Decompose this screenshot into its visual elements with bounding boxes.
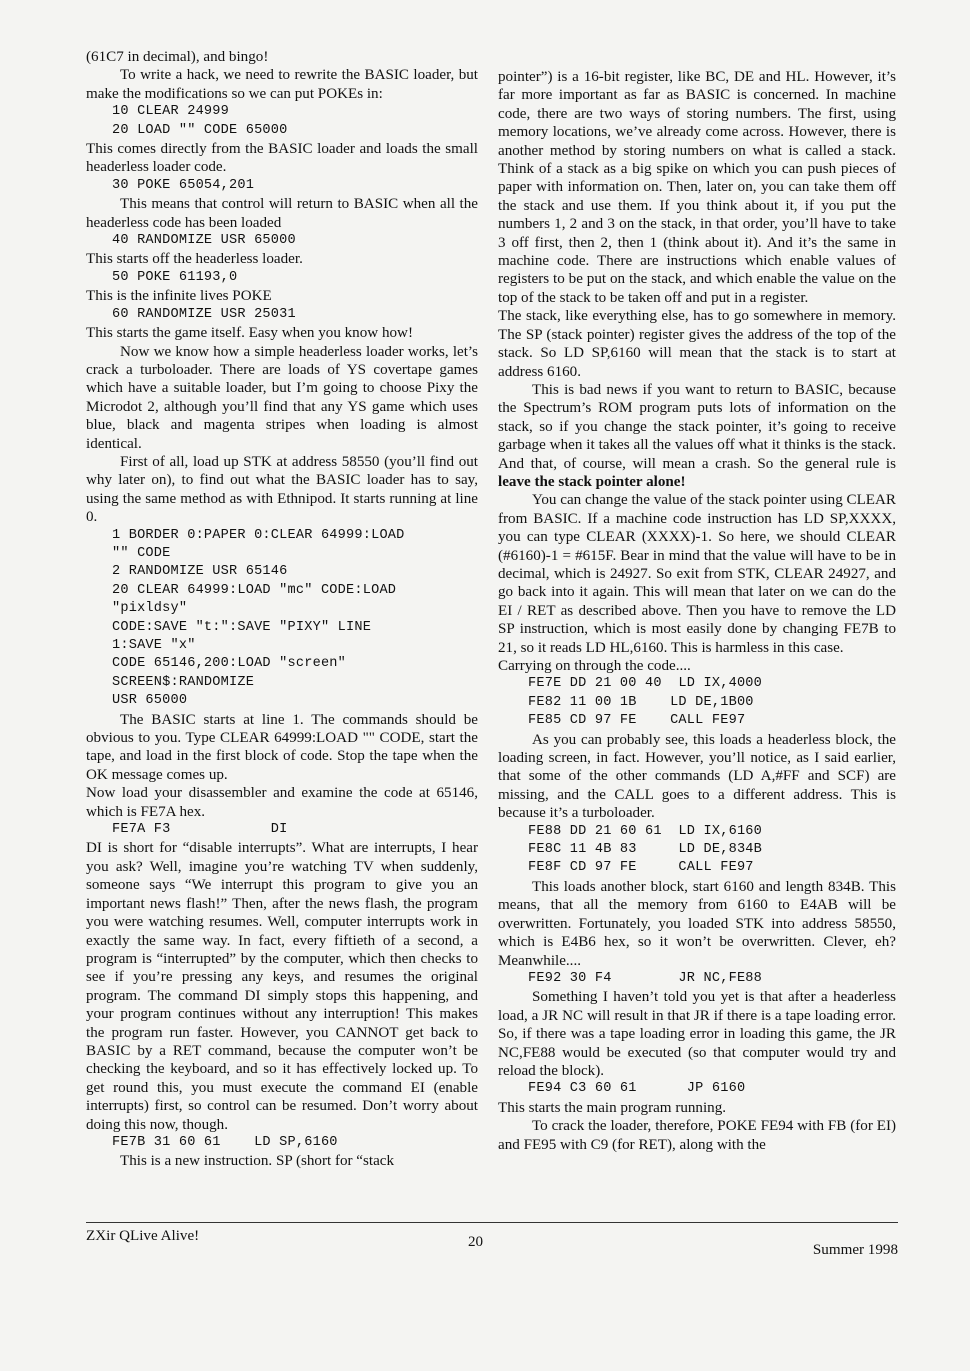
code-line	[498, 1080, 896, 1098]
text: Something I haven’t told you yet is that after a headerless load, a JR NC will result in that JR if there is a tape loading error. So, if there was a tape loading error in loading this game, the JR NC,FE88 would be executed (so that computer would try and reload the block).	[498, 989, 896, 1079]
text: This loads another block, start 6160 and length 834B. This means, that all the memory from 6160 to E4AB will be overwritten. Fortunately, you loaded STK into address 58550, which is E4B6 hex, so it won’t be overwritten. Clever, eh? Meanwhile....	[498, 878, 896, 969]
text: First of all, load up STK at address 58550 (you’ll find out why later on), to find out what the BASIC loader has to say, using the same method as with Ethnipod. It starts running at line 0.	[86, 453, 478, 526]
text: Now load your disassembler and examine the code at 65146, which is FE7A hex.	[86, 785, 478, 820]
text: 2 RANDOMIZE USR 65146	[112, 564, 288, 580]
code-line	[86, 177, 478, 195]
text: 20 CLEAR 64999:LOAD "mc" CODE:LOAD "pixldsy"	[112, 582, 397, 617]
text: The BASIC starts at line 1. The commands should be obvious to you. Type CLEAR 64999:LOAD "" CODE, start the tape, and load in the first block of code. Stop the tape when the OK message comes up.	[86, 711, 478, 783]
text: This means that control will return to BASIC when all the headerless code has been loaded	[86, 196, 478, 231]
text: FE7E DD 21 00 40 LD IX,4000	[528, 676, 763, 692]
paragraph	[86, 839, 478, 1134]
code-line	[498, 841, 896, 859]
paragraph	[498, 307, 896, 381]
text: 40 RANDOMIZE USR 65000	[112, 233, 296, 249]
text: This starts off the headerless loader.	[86, 251, 303, 268]
code-line	[86, 122, 478, 140]
code-line	[498, 823, 896, 841]
code-line	[86, 692, 478, 710]
code-line	[498, 970, 896, 988]
paragraph	[86, 250, 478, 268]
code-line	[86, 306, 478, 324]
paragraph	[498, 657, 896, 675]
text: Carrying on through the code....	[498, 658, 691, 674]
paragraph	[86, 324, 478, 342]
text: 1 BORDER 0:PAPER 0:CLEAR 64999:LOAD "" CODE	[112, 527, 405, 561]
text: FE92 30 F4 JR NC,FE88	[528, 970, 763, 986]
text: FE94 C3 60 61 JP 6160	[528, 1081, 746, 1097]
text: This comes directly from the BASIC loader and loads the small headerless loader code.	[86, 141, 478, 176]
code-line	[86, 1134, 478, 1152]
text: USR 65000	[112, 693, 188, 709]
emphasis: leave the stack pointer alone!	[498, 473, 686, 490]
code-line	[86, 821, 478, 839]
text: 20 LOAD "" CODE 65000	[112, 122, 288, 138]
text: You can change the value of the stack pointer using CLEAR from BASIC. If a machine code instruction has LD SP,XXXX, you can type CLEAR (XXXX)-1. So here, we should CLEAR (#6160)-1 = #615F. Bear in mind that the value will have to be in decimal, which is 24927. So exit from STK, CLEAR 24927, and go back into it again. This will mean that later on we can do the EI / RET as described above. Then you have to remove the LD SP instruction, which is most easily done by changing FE7B to 21, so it reads LD HL,6160. This is harmless in this case.	[498, 492, 896, 656]
code-line	[86, 582, 478, 619]
code-line	[86, 527, 478, 564]
right-column	[498, 68, 896, 1154]
text: This starts the main program running.	[498, 1099, 727, 1116]
text: To crack the loader, therefore, POKE FE94 with FB (for EI) and FE95 with C9 (for RET), along with the	[498, 1118, 896, 1153]
paragraph	[498, 878, 896, 970]
text: To write a hack, we need to rewrite the BASIC loader, but make the modifications so we can put POKEs in:	[86, 67, 478, 102]
left-column	[86, 48, 478, 1171]
code-line	[86, 563, 478, 581]
text: This is the infinite lives POKE	[86, 288, 272, 305]
text: 60 RANDOMIZE USR 25031	[112, 306, 296, 322]
paragraph	[86, 287, 478, 305]
text: FE82 11 00 1B LD DE,1B00	[528, 694, 754, 710]
text: The stack, like everything else, has to go somewhere in memory. The SP (stack pointer) register gives the address of the top of the stack. So LD SP,6160 will mean that the stack is to start at address 6160.	[498, 308, 896, 380]
code-line	[498, 675, 896, 693]
paragraph	[498, 731, 896, 823]
text: FE8F CD 97 FE CALL FE97	[528, 860, 754, 876]
paragraph	[86, 195, 478, 232]
text: As you can probably see, this loads a headerless block, the loading screen, in fact. However, you’ll notice, as I said earlier, that some of the other commands (LD A,#FF and SCF) are missing, and the CALL goes to a different address. This is because it’s a turboloader.	[498, 731, 896, 822]
text: This is bad news if you want to return to BASIC, because the Spectrum’s ROM program puts lots of information on the stack, so if you change the stack pointer, it’s going to receive garbage when it takes all the values off what it thinks is the stack. And that, of course, will mean a crash. So the general rule is	[498, 381, 896, 472]
text: 10 CLEAR 24999	[112, 104, 230, 120]
text: pointer”) is a 16-bit register, like BC, DE and HL. However, it’s far more important as far as BASIC is concerned. In machine code, there are two ways of storing numbers. The first, using memory locations, we’ve already come across. However, there is another method by storing numbers on what is called a stack. Think of a stack as a big spike on which you can push pieces of paper with information on. Then, later on, you can take them off the stack and use them. If you think about it, if you put the numbers 1, 2 and 3 on the stack, in that order, you’ll have to take 3 off first, then 2, then 1 (think about it). And it’s the same in machine code. There are instructions which enable values of registers to be put on the stack, and which enable the value on the top of the stack to be taken off and put in a register.	[498, 69, 896, 306]
code-line	[498, 694, 896, 712]
text: (61C7 in decimal), and bingo!	[86, 49, 269, 65]
magazine-title: ZXir QLive Alive!	[86, 1228, 200, 1244]
paragraph	[498, 68, 896, 307]
text: FE7A F3 DI	[112, 822, 288, 838]
text: DI is short for “disable interrupts”. What are interrupts, I hear you ask? Well, imagine you’re watching TV when suddenly, someone says “We interrupt this program to give you an important news flash!” Then, after the news flash, the program you were watching resumes. Well, computer interrupts work in exactly the same way. In fact, every fiftieth of a second, a program is “interrupted” by the computer, which then checks to see if you’re pressing any keys, and resumes the original program. The command DI simply stops this happening, and your program continues without any interruption! This makes the program run faster. However, you CANNOT get back to BASIC by a RET command, because the computer won’t be checking the keyboard, and so it has effectively locked up. To get round this, you must execute the command EI (enable interrupts) first, so control can be resumed. Don’t worry about doing this now, though.	[86, 840, 478, 1133]
text: FE85 CD 97 FE CALL FE97	[528, 713, 746, 729]
code-line	[86, 269, 478, 287]
code-line	[498, 859, 896, 877]
page-footer	[86, 1226, 898, 1258]
paragraph	[498, 381, 896, 491]
page-number: 20	[468, 1234, 484, 1250]
text: 30 POKE 65054,201	[112, 177, 255, 193]
code-line	[498, 712, 896, 730]
text: FE8C 11 4B 83 LD DE,834B	[528, 842, 763, 858]
text: This starts the game itself. Easy when you know how!	[86, 325, 413, 342]
text: CODE 65146,200:LOAD "screen" SCREEN$:RANDOMIZE	[112, 656, 347, 690]
issue-date: Summer 1998	[812, 1242, 898, 1258]
paragraph	[498, 1099, 896, 1117]
paragraph	[86, 48, 478, 66]
paragraph	[86, 711, 478, 785]
text: 50 POKE 61193,0	[112, 269, 238, 285]
paragraph	[86, 140, 478, 177]
paragraph	[498, 491, 896, 657]
paragraph	[498, 988, 896, 1080]
paragraph	[86, 784, 478, 821]
code-line	[86, 655, 478, 692]
paragraph	[498, 1117, 896, 1154]
code-line	[86, 103, 478, 121]
paragraph	[86, 343, 478, 453]
code-line	[86, 232, 478, 250]
text: FE7B 31 60 61 LD SP,6160	[112, 1134, 338, 1150]
paragraph	[86, 453, 478, 527]
footer-rule	[86, 1222, 898, 1223]
text: This is a new instruction. SP (short for “stack	[120, 1153, 395, 1170]
paragraph	[86, 66, 478, 103]
code-line	[86, 619, 478, 656]
text: CODE:SAVE "t:":SAVE "PIXY" LINE 1:SAVE "x"	[112, 619, 372, 653]
text: FE88 DD 21 60 61 LD IX,6160	[528, 823, 763, 839]
text: Now we know how a simple headerless loader works, let’s crack a turboloader. There are loads of YS covertape games which have a suitable loader, but I’m going to choose Pixy the Microdot 2, although you’ll find that any YS game which uses blue, black and magenta stripes when loading is almost identical.	[86, 343, 478, 452]
paragraph	[86, 1152, 478, 1170]
